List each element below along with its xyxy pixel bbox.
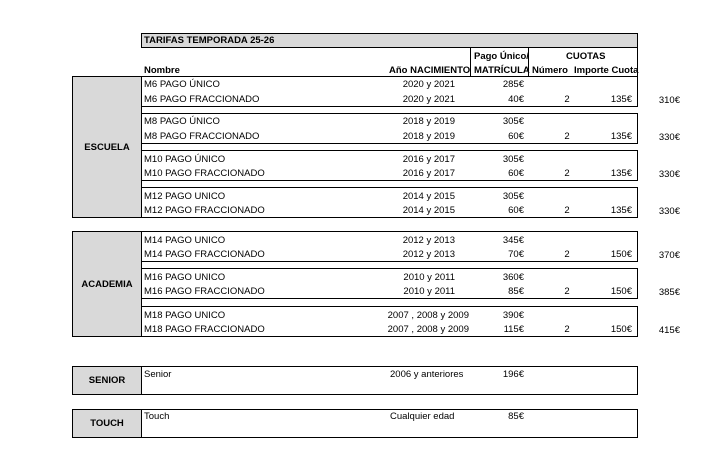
row-numero: 2 bbox=[564, 168, 570, 179]
row-pago: 345€ bbox=[502, 235, 524, 246]
row-numero: 2 bbox=[564, 249, 570, 260]
section-label-touch bbox=[72, 409, 142, 438]
row-pago: 85€ bbox=[508, 411, 524, 422]
row-year: 2016 y 2017 bbox=[402, 154, 455, 165]
header-numero: Número bbox=[532, 65, 568, 76]
section-label-escuela bbox=[72, 76, 142, 218]
section-label-academia-text: ACADEMIA bbox=[81, 278, 133, 290]
row-name: M18 PAGO FRACCIONADO bbox=[144, 324, 265, 335]
row-pago: 60€ bbox=[508, 205, 524, 216]
row-pago: 305€ bbox=[502, 191, 524, 202]
row-numero: 2 bbox=[564, 324, 570, 335]
row-year: 2018 y 2019 bbox=[402, 131, 455, 142]
group-total: 330€ bbox=[658, 169, 680, 180]
row-year: 2020 y 2021 bbox=[402, 79, 455, 90]
row-pago: 40€ bbox=[508, 94, 524, 105]
group-total: 385€ bbox=[658, 287, 680, 298]
row-pago: 390€ bbox=[502, 310, 524, 321]
header-pago-line1: Pago Único/ bbox=[474, 51, 529, 62]
row-pago: 360€ bbox=[502, 272, 524, 283]
row-name: M12 PAGO FRACCIONADO bbox=[144, 205, 265, 216]
row-numero: 2 bbox=[564, 94, 570, 105]
group-total: 330€ bbox=[658, 132, 680, 143]
row-pago: 70€ bbox=[508, 249, 524, 260]
row-year: 2020 y 2021 bbox=[402, 94, 455, 105]
row-pago: 305€ bbox=[502, 116, 524, 127]
section-label-escuela-text: ESCUELA bbox=[84, 141, 130, 153]
row-pago: 60€ bbox=[508, 168, 524, 179]
row-importe: 135€ bbox=[610, 205, 632, 216]
row-year: 2014 y 2015 bbox=[402, 191, 455, 202]
row-year: 2007 , 2008 y 2009 bbox=[387, 324, 469, 335]
row-name: M12 PAGO UNICO bbox=[144, 191, 226, 202]
row-name: M6 PAGO FRACCIONADO bbox=[144, 94, 260, 105]
group-total: 310€ bbox=[658, 95, 680, 106]
row-numero: 2 bbox=[564, 286, 570, 297]
row-year: Cualquier edad bbox=[390, 411, 455, 422]
row-importe: 135€ bbox=[610, 168, 632, 179]
row-year: 2012 y 2013 bbox=[402, 235, 455, 246]
row-pago: 305€ bbox=[502, 154, 524, 165]
row-pago: 85€ bbox=[508, 286, 524, 297]
section-label-senior bbox=[72, 366, 142, 395]
header-divider-left bbox=[470, 47, 471, 77]
row-year: 2018 y 2019 bbox=[402, 116, 455, 127]
page-title: TARIFAS TEMPORADA 25-26 bbox=[144, 35, 275, 46]
row-numero: 2 bbox=[564, 131, 570, 142]
section-label-touch-text: TOUCH bbox=[90, 418, 124, 429]
header-pago-line2: MATRÍCULA bbox=[474, 65, 530, 76]
row-pago: 196€ bbox=[502, 369, 524, 380]
row-year: 2012 y 2013 bbox=[402, 249, 455, 260]
row-name: M16 PAGO UNICO bbox=[144, 272, 226, 283]
section-label-academia bbox=[72, 231, 142, 337]
row-importe: 150€ bbox=[610, 286, 632, 297]
row-name: M6 PAGO ÚNICO bbox=[144, 79, 220, 90]
row-pago: 115€ bbox=[503, 324, 524, 335]
header-importe: Importe Cuota bbox=[574, 65, 639, 76]
row-importe: 150€ bbox=[610, 324, 632, 335]
row-name: Senior bbox=[144, 369, 172, 380]
row-year: 2007 , 2008 y 2009 bbox=[387, 310, 469, 321]
row-name: M16 PAGO FRACCIONADO bbox=[144, 286, 265, 297]
row-year: 2006 y anteriores bbox=[390, 369, 464, 380]
row-pago: 285€ bbox=[502, 79, 524, 90]
row-importe: 150€ bbox=[610, 249, 632, 260]
header-nombre: Nombre bbox=[144, 65, 180, 76]
row-year: 2010 y 2011 bbox=[403, 272, 455, 283]
header-nacimiento: Año NACIMIENTO bbox=[389, 65, 471, 76]
row-name: M10 PAGO ÚNICO bbox=[144, 154, 226, 165]
row-name: M14 PAGO FRACCIONADO bbox=[144, 249, 265, 260]
row-name: M14 PAGO UNICO bbox=[144, 235, 226, 246]
row-numero: 2 bbox=[564, 205, 570, 216]
header-top-line bbox=[470, 47, 638, 48]
row-name: Touch bbox=[144, 411, 170, 422]
row-importe: 135€ bbox=[610, 131, 632, 142]
section-label-senior-text: SENIOR bbox=[88, 375, 126, 386]
row-name: M10 PAGO FRACCIONADO bbox=[144, 168, 265, 179]
row-year: 2016 y 2017 bbox=[402, 168, 455, 179]
header-cuotas: CUOTAS bbox=[566, 51, 606, 62]
row-importe: 135€ bbox=[610, 94, 632, 105]
row-name: M8 PAGO ÚNICO bbox=[144, 116, 220, 127]
row-name: M8 PAGO FRACCIONADO bbox=[144, 131, 260, 142]
row-year: 2010 y 2011 bbox=[403, 286, 455, 297]
group-total: 370€ bbox=[658, 250, 680, 261]
group-total: 330€ bbox=[658, 206, 680, 217]
group-total: 415€ bbox=[658, 325, 680, 336]
row-pago: 60€ bbox=[508, 131, 524, 142]
row-name: M18 PAGO UNICO bbox=[144, 310, 226, 321]
row-year: 2014 y 2015 bbox=[402, 205, 455, 216]
